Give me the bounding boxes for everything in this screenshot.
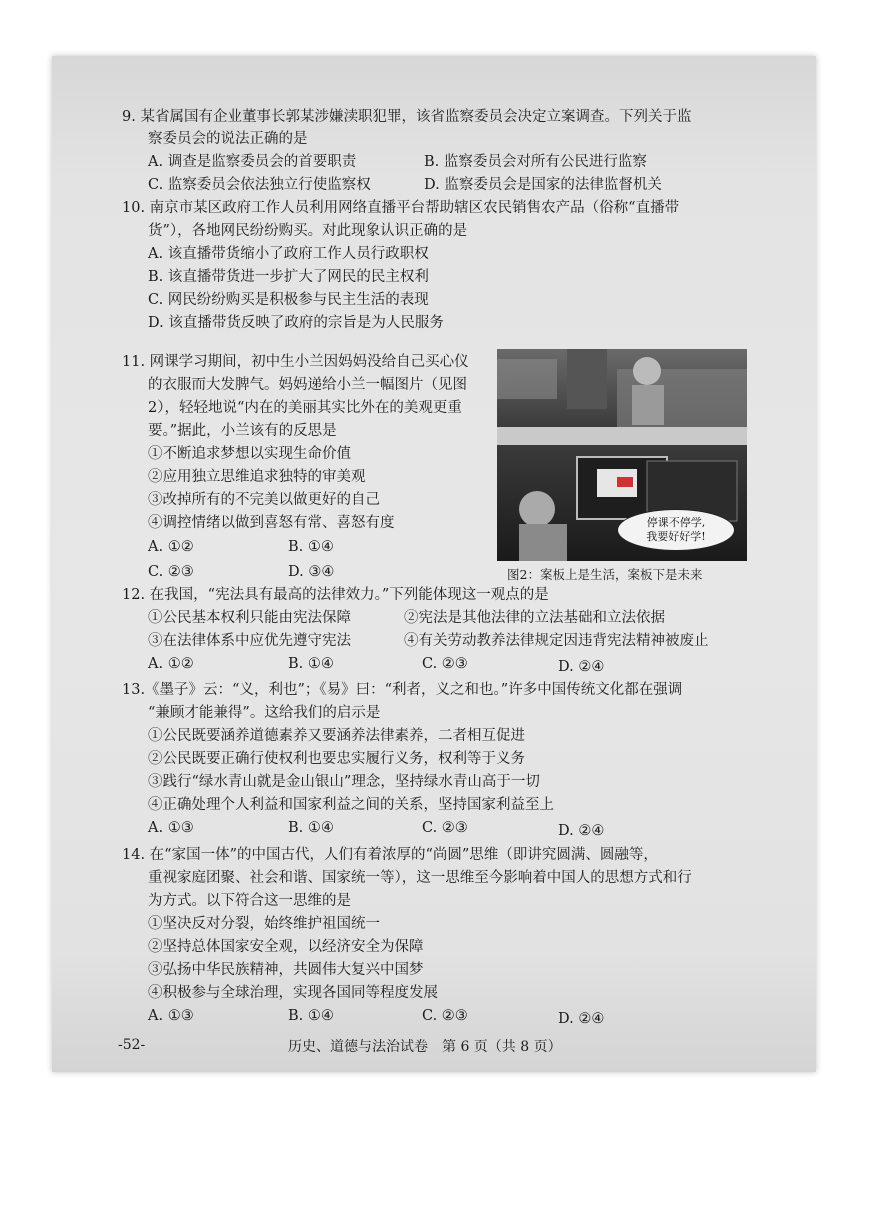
question-12-statement-1: ①公民基本权利只能由宪法保障 [148,610,351,626]
question-11-stem-cont: 2），轻轻地说“内在的美丽其实比外在的美观更重 [148,400,462,416]
question-12-option-a: A. ①② [148,656,194,672]
question-9-option-b: B. 监察委员会对所有公民进行监察 [424,154,647,170]
question-14-stem-cont: 重视家庭团聚、社会和谐、国家统一等），这一思维至今影响着中国人的思想方式和行 [148,870,692,886]
footer-title: 历史、道德与法治试卷 第 6 页（共 8 页） [288,1039,562,1055]
question-13-option-c: C. ②③ [422,820,468,836]
question-12-option-b: B. ①④ [288,656,334,672]
question-12-statement-3: ③在法律体系中应优先遵守宪法 [148,633,351,649]
question-12-statement-4: ④有关劳动教养法律规定因违背宪法精神被废止 [404,633,709,649]
question-10-option-d: D. 该直播带货反映了政府的宗旨是为人民服务 [148,315,444,331]
question-13-stem: 13.《墨子》云：“义，利也”；《易》曰：“利者，义之和也。”许多中国传统文化都在强调 [122,682,683,698]
question-14-stem: 14. 在“家国一体”的中国古代，人们有着浓厚的“尚圆”思维（即讲究圆满、圆融等， [122,847,658,863]
exam-page [52,56,816,1072]
question-11-statement-4: ④调控情绪以做到喜怒有常、喜怒有度 [148,515,395,531]
question-13-statement-3: ③践行“绿水青山就是金山银山”理念，坚持绿水青山高于一切 [148,774,540,790]
question-11-stem-cont: 的衣服而大发脾气。妈妈递给小兰一幅图片（见图 [148,377,467,393]
question-14-statement-3: ③弘扬中华民族精神，共圆伟大复兴中国梦 [148,962,424,978]
question-13-stem-cont: “兼顾才能兼得”。这给我们的启示是 [148,705,381,721]
question-13-statement-2: ②公民既要正确行使权利也要忠实履行义务，权利等于义务 [148,751,525,767]
question-14-option-b: B. ①④ [288,1008,334,1024]
question-10-option-b: B. 该直播带货进一步扩大了网民的民主权利 [148,269,429,285]
question-11-statement-2: ②应用独立思维追求独特的审美观 [148,469,366,485]
question-14-statement-1: ①坚决反对分裂，始终维护祖国统一 [148,916,380,932]
figure-2-photo [497,349,747,561]
question-11-option-c: C. ②③ [148,564,194,580]
question-13-option-d: D. ②④ [558,823,605,839]
speech-bubble-line-2: 我要好好学! [646,530,706,543]
question-12-stem: 12. 在我国，“宪法具有最高的法律效力。”下列能体现这一观点的是 [122,587,549,603]
question-11-statement-3: ③改掉所有的不完美以做更好的自己 [148,492,380,508]
question-9-option-d: D. 监察委员会是国家的法律监督机关 [424,177,662,193]
question-10-option-c: C. 网民纷纷购买是积极参与民主生活的表现 [148,292,429,308]
question-11-option-a: A. ①② [148,539,194,555]
question-12-statement-2: ②宪法是其他法律的立法基础和立法依据 [404,610,665,626]
question-9-option-a: A. 调查是监察委员会的首要职责 [148,154,357,170]
question-11-statement-1: ①不断追求梦想以实现生命价值 [148,446,351,462]
question-13-statement-4: ④正确处理个人利益和国家利益之间的关系，坚持国家利益至上 [148,797,554,813]
speech-bubble [617,509,735,551]
question-11-stem: 11. 网课学习期间，初中生小兰因妈妈没给自己买心仪 [122,354,469,370]
question-14-stem-cont: 为方式。以下符合这一思维的是 [148,893,351,909]
question-10-option-a: A. 该直播带货缩小了政府工作人员行政职权 [148,246,429,262]
question-10-stem: 10. 南京市某区政府工作人员利用网络直播平台帮助辖区农民销售农产品（俗称“直播带 [122,200,680,216]
question-13-option-b: B. ①④ [288,820,334,836]
figure-2-caption: 图2：案板上是生活，案板下是未来 [507,567,703,582]
question-12-option-d: D. ②④ [558,659,605,675]
question-14-statement-2: ②坚持总体国家安全观，以经济安全为保障 [148,939,424,955]
question-11-option-b: B. ①④ [288,539,334,555]
question-9-stem: 9. 某省属国有企业董事长郭某涉嫌渎职犯罪，该省监察委员会决定立案调查。下列关于监 [122,109,692,125]
question-11-stem-cont: 要。”据此，小兰该有的反思是 [148,423,337,439]
question-14-option-c: C. ②③ [422,1008,468,1024]
question-13-statement-1: ①公民既要涵养道德素养又要涵养法律素养，二者相互促进 [148,728,525,744]
question-14-option-d: D. ②④ [558,1011,605,1027]
question-13-option-a: A. ①③ [148,820,194,836]
question-11-option-d: D. ③④ [288,564,335,580]
question-10-stem-cont: 货”），各地网民纷纷购买。对此现象认识正确的是 [148,223,468,239]
question-9-stem-cont: 察委员会的说法正确的是 [148,131,308,147]
question-14-statement-4: ④积极参与全球治理，实现各国同等程度发展 [148,985,438,1001]
speech-bubble-line-1: 停课不停学, [646,516,706,529]
page-number: -52- [118,1037,146,1053]
question-12-option-c: C. ②③ [422,656,468,672]
question-14-option-a: A. ①③ [148,1008,194,1024]
question-9-option-c: C. 监察委员会依法独立行使监察权 [148,177,371,193]
